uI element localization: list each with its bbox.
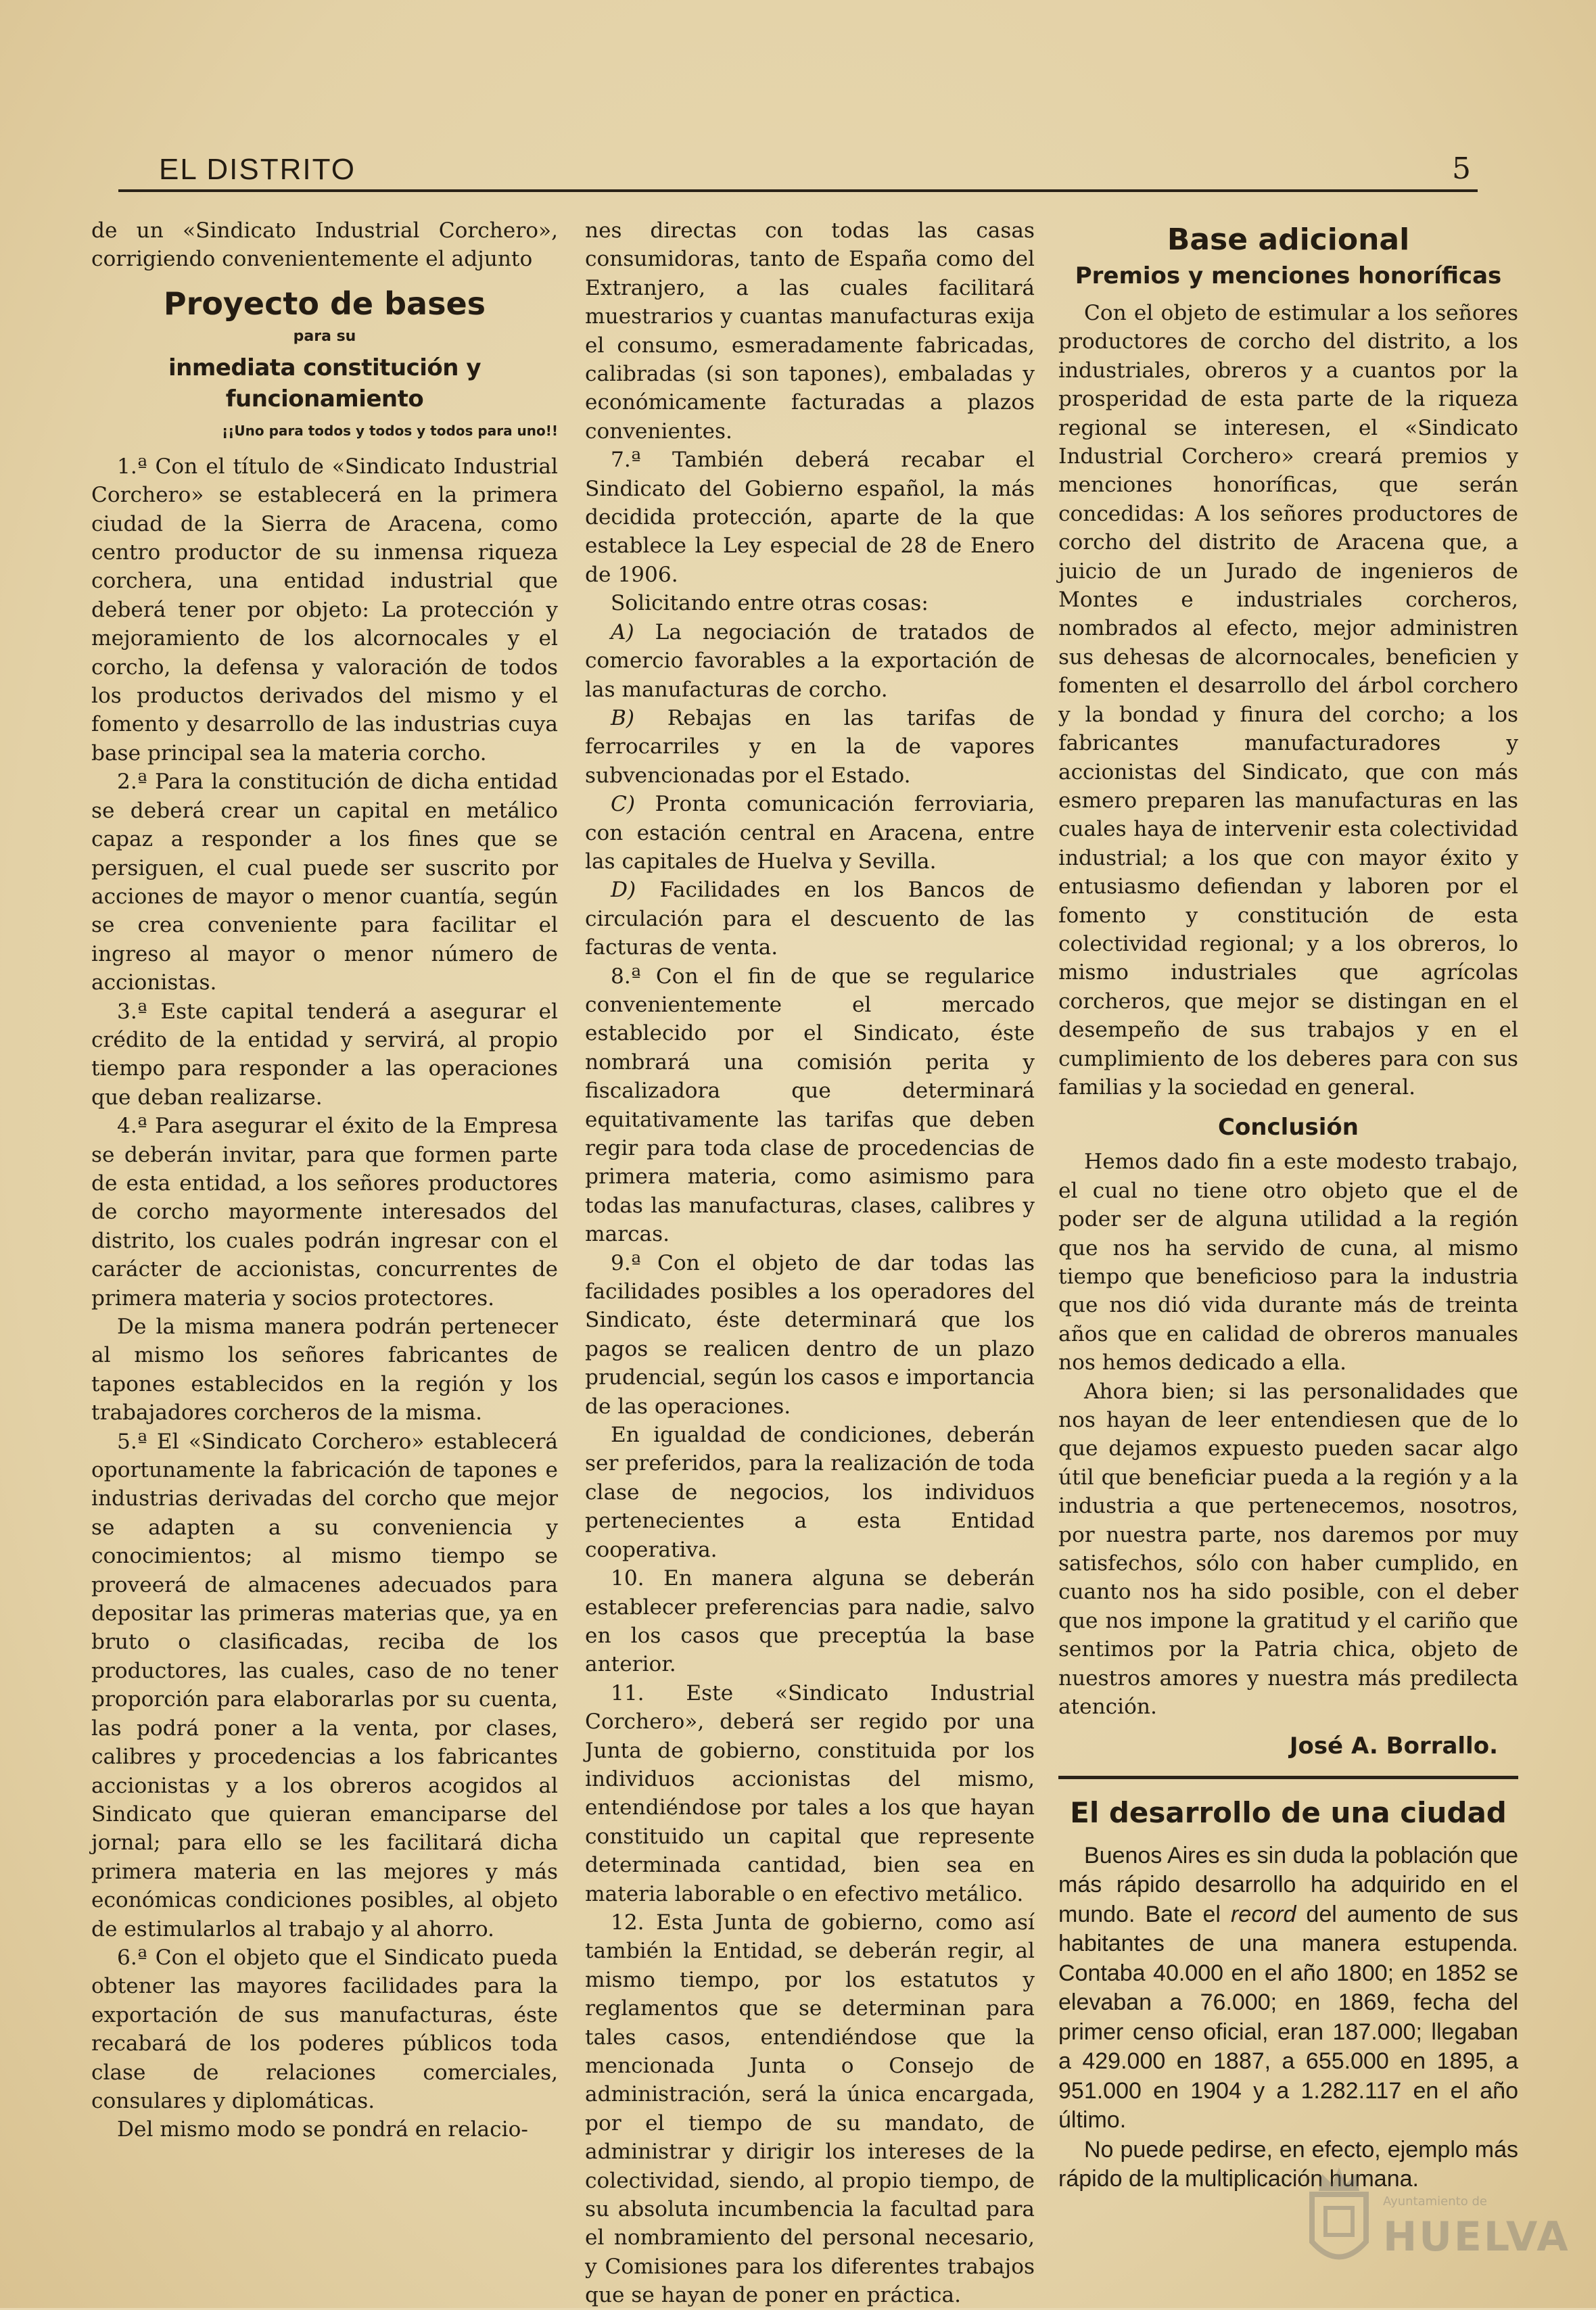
item-b-text: Rebajas en las tarifas de ferrocarriles y en la de vapores subvencionadas por el Estado. xyxy=(585,705,1035,788)
column-1 xyxy=(91,216,558,2144)
base-4-cont: De la misma manera podrán pertenecer al mismo los señores fabricantes de tapones establecidos en la región y los trabajadores corcheros de la misma. xyxy=(91,1315,558,1425)
base-9-cont: En igualdad de condiciones, deberán ser preferidos, para la realización de toda clase de negocios, los individuos pertenecientes a esta Entidad cooperativa. xyxy=(585,1423,1035,1562)
conclusion-paragraph-1: Hemos dado fin a este modesto trabajo, el cual no tiene otro objeto que el de poder ser de alguna utilidad a la región que nos ha servido de cuna, al mismo tiempo que beneficioso para la industria que nos dió vida durante más de treinta años que en calidad de obreros manuales nos hemos dedicado a ella. xyxy=(1058,1150,1518,1375)
base-9: 9.ª Con el objeto de dar todas las facilidades posibles a los operadores del Sindicato, éste determinará que los pagos se realicen dentro de un plazo prudencial, según los casos e importancia de las operaciones. xyxy=(585,1250,1035,1419)
watermark-top-text: Ayuntamiento de xyxy=(1383,2194,1487,2209)
watermark-main-text: HUELVA xyxy=(1383,2213,1570,2261)
base-12: 12. Esta Junta de gobierno, como así también la Entidad, se deberán regir, al mismo tiempo, por los estatutos y reglamentos que se determinan para tales casos, entendiéndose que la mencionada Junta o Consejo de administración, será la única encargada, por el tiempo de su mandato, de administrar y dirigir los intereses de la colectividad, siendo, al propio tiempo, de su absoluta incumbencia la facultad para el nombramiento del personal necesario, y Comisiones para los diferentes trabajos que se hayan de poner en práctica. xyxy=(585,1910,1035,2308)
base-1: 1.ª Con el título de «Sindicato Industrial Corchero» se establecerá en la primera ciudad de la Sierra de Aracena, como centro productor de su inmensa riqueza corchera, una entidad industrial que deberá tener por objeto: La protección y mejoramiento de los alcornocales y el corcho, la defensa y valoración de todos los productos derivados del mismo y el fomento y desarrollo de las industrias cuya base principal sea la materia corcho. xyxy=(91,454,558,765)
proyecto-subheading: inmediata constitución y funcionamiento xyxy=(168,354,481,412)
item-a-letter: A) xyxy=(611,619,634,644)
article-p1-post: del aumento de sus habitantes de una manera estupenda. Contaba 40.000 en el año 1800; en 1852 se elevaban a 76.000; en 1869, fecha del primer censo oficial, eran 187.000; llegaban a 429.000 en 1887, a 655.000 en 1895, a 951.000 en 1904 y a 1.282.117 en el año último. xyxy=(1058,1901,1518,2133)
base-4: 4.ª Para asegurar el éxito de la Empresa se deberán invitar, para que formen parte de esta entidad, a los señores productores de corcho mayormente interesados del distrito, los cuales podrán ingresar con el carácter de accionistas, concurrentes de primera materia y socios protectores. xyxy=(91,1114,558,1311)
article-paragraph-2: No puede pedirse, en efecto, ejemplo más rápido de la multiplicación humana. xyxy=(1058,2136,1518,2192)
huelva-watermark xyxy=(1305,2161,1570,2282)
column-2 xyxy=(585,216,1035,2310)
base-adicional-heading: Base adicional xyxy=(1167,222,1410,257)
article-p1-pre: Buenos Aires es sin duda la población que más rápido desarrollo ha adquirido en el mundo. Bate el xyxy=(1058,1842,1518,1927)
section-divider xyxy=(1058,1776,1518,1779)
newspaper-title: EL DISTRITO xyxy=(159,153,356,186)
item-b-letter: B) xyxy=(611,705,635,730)
article-p1-record: record xyxy=(1230,1901,1296,1927)
item-a-text: La negociación de tratados de comercio favorables a la exportación de las manufacturas de corcho. xyxy=(585,619,1035,702)
motto: ¡¡Uno para todos y todos y todos para uno!! xyxy=(222,422,558,439)
base-7-item-d xyxy=(585,876,1035,962)
base-3: 3.ª Este capital tenderá a asegurar el crédito de la entidad y servirá, al propio tiempo para responder a las operaciones que deban realizarse. xyxy=(91,999,558,1110)
base-7-item-b xyxy=(585,704,1035,790)
item-d-letter: D) xyxy=(611,878,636,903)
item-c-text: Pronta comunicación ferroviaria, con estación central en Aracena, entre las capitales de Huelva y Sevilla. xyxy=(585,792,1035,874)
page-number: 5 xyxy=(1452,151,1471,186)
base-7: 7.ª También deberá recabar el Sindicato del Gobierno español, la más decidida protección, aparte de la que establece la Ley especial de 28 de Enero de 1906. xyxy=(585,448,1035,587)
base-7-list-intro: Solicitando entre otras cosas: xyxy=(611,591,929,616)
base-6-continuation: nes directas con todas las casas consumidoras, tanto de España como del Extranjero, a las cuales facilitará muestrarios y cuantas manufacturas exija el consumo, esmeradamente fabricadas, calibradas (si son tapones), embaladas y económicamente facturadas a plazos convenientes. xyxy=(585,218,1035,444)
article-heading: El desarrollo de una ciudad xyxy=(1070,1795,1507,1829)
conclusion-paragraph-2: Ahora bien; si las personalidades que nos hayan de leer entendiesen que de lo que dejamos expuesto pueden sacar algo útil que beneficiar pueda a la región y a la industria a que pertenecemos, nosotros, por nuestra parte, nos daremos por muy satisfechos, sólo con haber cumplido, en cuanto nos ha sido posible, con el deber que nos impone la gratitud y el cariño que sentimos por la Patria chica, objeto de nuestros amores y nuestra más predilecta atención. xyxy=(1058,1379,1518,1720)
proyecto-heading: Proyecto de bases xyxy=(163,285,486,322)
intro-text: de un «Sindicato Industrial Corchero», corrigiendo convenientemente el adjunto xyxy=(91,218,558,272)
base-2: 2.ª Para la constitución de dicha entidad se deberá crear un capital en metálico capaz a responder a los fines que se persiguen, el cual puede ser suscrito por acciones de mayor o menor cuantía, según se crea conveniente para facilitar el ingreso al mayor o menor número de accionistas. xyxy=(91,770,558,995)
base-adicional-text: Con el objeto de estimular a los señores productores de corcho del distrito, a los industriales, obreros y a cuantos por la prosperidad de esta parte de la riqueza regional se interesen, el «Sindicato Industrial Corchero» creará premios y menciones honoríficas, que serán concedidas: A los señores productores de corcho del distrito de Aracena que, a juicio de un Jurado de ingenieros de Montes e industriales corcheros, nombrados al efecto, mejor administren sus dehesas de alcornocales, beneficien y fomenten el desarrollo del árbol corchero y la bondad y finura del corcho; a los fabricantes manufacturadores y accionistas del Sindicato, que con más esmero preparen las manufacturas en las cuales haya de intervenir esta colectividad industrial; a los que con mayor éxito y entusiasmo defiendan y laboren por el fomento y constitución de esta colectividad regional; y a los obreros, lo mismo industriales que agrícolas corcheros, que mejor se distingan en el desempeño de sus trabajos y en el cumplimiento de los deberes para con sus familias y la sociedad en general. xyxy=(1058,301,1518,1100)
page-header xyxy=(118,149,1478,192)
base-7-item-a xyxy=(585,618,1035,704)
base-6-cont: Del mismo modo se pondrá en relacio- xyxy=(117,2117,528,2142)
conclusion-heading: Conclusión xyxy=(1218,1114,1359,1141)
base-8: 8.ª Con el fin de que se regularice convenientemente el mercado establecido por el Sindicato, éste nombrará una comisión perita y fiscalizadora que determinará equitativamente las tarifas que deben regir para toda clase de procedencias de primera materia, como asimismo para todas las manufacturas, clases, calibres y marcas. xyxy=(585,964,1035,1247)
author-signature: José A. Borrallo. xyxy=(1289,1732,1498,1760)
proyecto-subheading-small: para su xyxy=(293,327,356,345)
item-d-text: Facilidades en los Bancos de circulación para el descuento de las facturas de venta. xyxy=(585,878,1035,960)
base-5: 5.ª El «Sindicato Corchero» establecerá oportunamente la fabricación de tapones e industrias derivadas del corcho que mejor se adapten a su conveniencia y conocimientos; al mismo tiempo se proveerá de almacenes adecuados para depositar las primeras materias que, ya en bruto o clasificadas, reciba de los productores, las cuales, caso de no tener proporción para elaborarlas por su cuenta, las podrá poner a la venta, por clases, calibres y procedencias a los fabricantes accionistas y a los obreros acogidos al Sindicato que quieran emanciparse del jornal; para ello se les facilitará dicha primera materia en las mejores y más económicas condiciones posibles, al objeto de estimularlos al trabajo y al ahorro. xyxy=(91,1429,558,1941)
base-11: 11. Este «Sindicato Industrial Corchero», deberá ser regido por una Junta de gobierno, constituida por los individuos accionistas del mismo, entendiéndose por tales a los que hayan constituido un capital que represente determinada cantidad, bien sea en materia laborable o en efectivo metálico. xyxy=(585,1680,1035,1906)
base-7-item-c xyxy=(585,790,1035,876)
article-desarrollo xyxy=(1058,1794,1518,2194)
column-3 xyxy=(1058,216,1518,2194)
base-10: 10. En manera alguna se deberán establecer preferencias para nadie, salvo en los casos que preceptúa la base anterior. xyxy=(585,1566,1035,1677)
premios-subheading: Premios y menciones honoríficas xyxy=(1075,262,1502,289)
article-paragraph-1 xyxy=(1058,1841,1518,2136)
base-6: 6.ª Con el objeto que el Sindicato pueda obtener las mayores facilidades para la exportación de sus manufacturas, éste recabará de los poderes públicos toda clase de relaciones comerciales, consulares y diplomáticas. xyxy=(91,1945,558,2113)
crest-icon xyxy=(1305,2161,1373,2276)
item-c-letter: C) xyxy=(611,792,636,817)
